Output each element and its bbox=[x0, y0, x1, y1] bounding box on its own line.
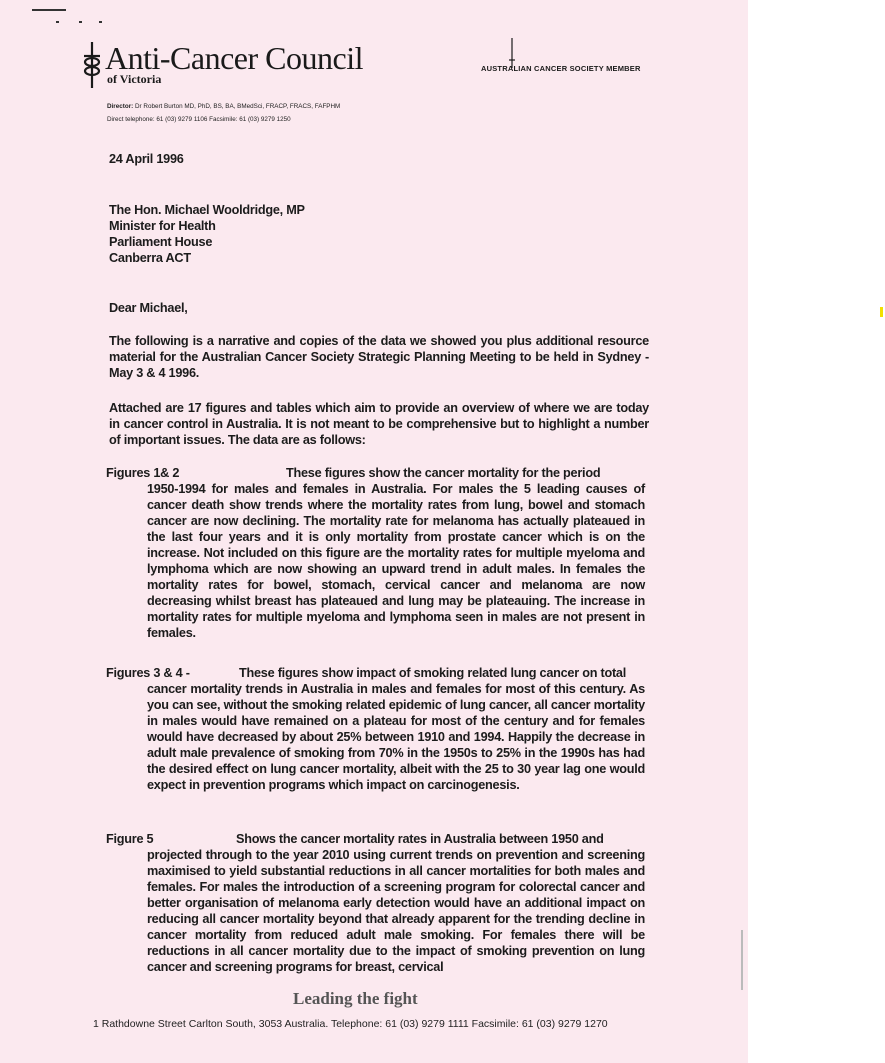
figure-first-line: These figures show impact of smoking related lung cancer on total bbox=[239, 666, 627, 680]
tagline: Leading the fight bbox=[293, 989, 418, 1008]
member-text: AUSTRALIAN CANCER SOCIETY MEMBER bbox=[481, 64, 641, 73]
director-line bbox=[107, 103, 340, 110]
figure-entry-heading bbox=[106, 831, 646, 847]
figure-entry-heading bbox=[106, 465, 646, 481]
contact-line: Direct telephone: 61 (03) 9279 1106 Facsimile: 61 (03) 9279 1250 bbox=[107, 116, 291, 123]
scan-mark bbox=[99, 21, 102, 23]
recipient-line: Parliament House bbox=[109, 235, 213, 249]
paragraph-intro: The following is a narrative and copies of the data we showed you plus additional resource material for the Australian Cancer Society Strategic Planning Meeting to be held in Sydney - May 3 & 4 1996. bbox=[109, 334, 649, 380]
recipient-line: Canberra ACT bbox=[109, 251, 191, 265]
salutation: Dear Michael, bbox=[109, 301, 188, 315]
page-edge-shadow bbox=[741, 930, 743, 990]
figure-label: Figures 3 & 4 - bbox=[106, 666, 190, 680]
figure-description: projected through to the year 2010 using current trends on prevention and screening maximised to yield substantial reductions in all cancer mortalities for both males and females. For males the introduction of a screening program for colorectal cancer and better organisation of melanoma early detection would have an additional impact on reducing all cancer mortality beyond that already apparent for the trending decline in cancer mortality from reduced adult male smoking. For females there will be reductions in all cancer mortality due to the impact of smoking prevention on lung cancer and screening programs for breast, cervical bbox=[147, 848, 645, 974]
recipient-address bbox=[109, 202, 649, 266]
figure-first-line: These figures show the cancer mortality for the period bbox=[286, 466, 601, 480]
scan-mark bbox=[56, 21, 59, 23]
org-name: Anti-Cancer Council bbox=[105, 40, 363, 76]
figure-label: Figures 1& 2 bbox=[106, 466, 180, 480]
figure-first-line: Shows the cancer mortality rates in Australia between 1950 and bbox=[236, 832, 604, 846]
scan-mark bbox=[32, 9, 66, 11]
director-text: Dr Robert Burton MD, PhD, BS, BA, BMedSci, FRACP, FRACS, FAFPHM bbox=[135, 103, 341, 110]
director-label: Director: bbox=[107, 103, 134, 110]
council-logo-icon bbox=[80, 42, 104, 88]
scan-mark bbox=[79, 21, 82, 23]
footer-address: 1 Rathdowne Street Carlton South, 3053 Australia. Telephone: 61 (03) 9279 1111 Facsimile: 61 (03) 9279 1270 bbox=[93, 1018, 608, 1030]
recipient-line: The Hon. Michael Wooldridge, MP bbox=[109, 203, 305, 217]
highlight-mark bbox=[880, 307, 883, 317]
paragraph-overview: Attached are 17 figures and tables which aim to provide an overview of where we are today in cancer control in Australia. It is not meant to be comprehensive but to highlight a number of important issues. The data are as follows: bbox=[109, 401, 649, 447]
recipient-line: Minister for Health bbox=[109, 219, 216, 233]
figure-label: Figure 5 bbox=[106, 832, 154, 846]
figure-description: cancer mortality trends in Australia in males and females for most of this century. As you can see, without the smoking related epidemic of lung cancer, all cancer mortality in males would have remained on a plateau for most of the century and for females would have decreased by about 25% between 1910 and 1994. Happily the decrease in adult male prevalence of smoking from 70% in the 1950s to 25% in the 1990s has had the desired effect on lung cancer mortality, albeit with the 25 to 30 year lag one would expect in prevention programs which impact on carcinogenesis. bbox=[147, 682, 645, 792]
figure-entry-heading bbox=[106, 665, 646, 681]
org-subtitle: of Victoria bbox=[107, 72, 162, 86]
letter-date: 24 April 1996 bbox=[109, 152, 184, 166]
figure-description: 1950-1994 for males and females in Australia. For males the 5 leading causes of cancer death show trends where the mortality rates from lung, bowel and stomach cancer are now declining. The mortality rate for melanoma has actually plateaued in the last four years and it is only mortality from prostate cancer which is on the increase. Not included on this figure are the mortality rates for multiple myeloma and lymphoma which are now showing an upward trend in adult males. In females the mortality rates for bowel, stomach, cervical cancer and melanoma are now decreasing whilst breast has plateaued and lung may be plateauing. The increase in mortality rates for multiple myeloma and lymphoma seen in males are not present in females. bbox=[147, 482, 645, 640]
